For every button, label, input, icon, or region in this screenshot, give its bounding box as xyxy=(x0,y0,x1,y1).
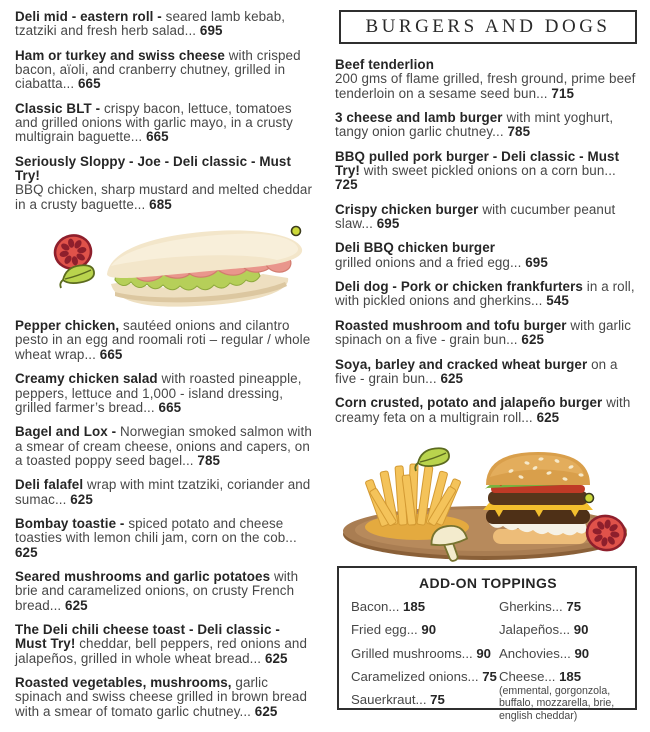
item-description: garlic spinach and swiss cheese grilled in brown bread with a smear of tomato garlic chutney... xyxy=(15,675,308,719)
topping-row xyxy=(499,600,625,614)
menu-item xyxy=(15,570,312,613)
menu-item xyxy=(15,676,312,719)
menu-item xyxy=(15,425,312,468)
item-price: 665 xyxy=(95,346,123,362)
topping-price: 185 xyxy=(555,668,582,684)
accent-dot-icon xyxy=(292,227,301,236)
topping-label: Jalapeños... xyxy=(498,622,571,638)
item-price: 695 xyxy=(372,216,400,232)
topping-row xyxy=(499,670,625,722)
sandwich-items-top xyxy=(15,10,312,212)
menu-item xyxy=(15,102,312,145)
section-title: BURGERS AND DOGS xyxy=(365,16,611,37)
item-description: in a roll, with pickled onions and gherkins... xyxy=(335,279,635,309)
topping-note: (emmental, gorgonzola, buffalo, mozzarella, brie, english cheddar) xyxy=(498,684,615,722)
toppings-columns xyxy=(351,600,625,732)
leaf-icon xyxy=(60,265,94,288)
item-price: 625 xyxy=(517,332,545,348)
burger-items xyxy=(335,58,637,425)
topping-label: Gherkins... xyxy=(498,598,563,614)
burger-photo xyxy=(335,435,637,562)
topping-label: Anchovies... xyxy=(498,645,571,661)
topping-row xyxy=(499,623,625,637)
item-name: 3 cheese and lamb burger xyxy=(335,110,503,126)
sandwich-items-bottom xyxy=(15,319,312,719)
item-price: 665 xyxy=(74,76,101,92)
item-description: spiced potato and cheese toasties with lemon chili jam, corn on the cob... xyxy=(15,515,297,546)
item-description: with roasted pineapple, peppers, lettuce and 1,000 - island dressing, grilled farmer’s bread... xyxy=(15,371,302,415)
item-description: sautéed onions and cilantro pesto in an egg and roomali roti – regular / whole wheat wrap... xyxy=(15,318,311,362)
topping-label: Grilled mushrooms... xyxy=(351,645,473,661)
item-name: Deli BBQ chicken burger xyxy=(335,240,496,256)
topping-price: 75 xyxy=(562,598,582,614)
accent-dot-icon xyxy=(585,493,594,502)
menu-item xyxy=(15,623,312,666)
menu-item xyxy=(335,358,637,387)
topping-price: 75 xyxy=(478,668,497,684)
item-description: with brie and caramelized onions, on crusty French bread... xyxy=(15,568,299,613)
toppings-column-right xyxy=(499,600,625,732)
menu-item xyxy=(15,49,312,92)
item-price: 625 xyxy=(61,597,88,613)
topping-price: 75 xyxy=(426,692,445,708)
menu-item xyxy=(15,372,312,415)
menu-item xyxy=(15,10,312,39)
menu-item xyxy=(335,111,637,140)
sub-sandwich-photo xyxy=(15,222,312,310)
topping-row xyxy=(499,647,625,661)
item-name: Corn crusted, potato and jalapeño burger xyxy=(335,395,603,411)
topping-price: 185 xyxy=(399,598,426,614)
sandwiches-column xyxy=(15,9,313,719)
item-name: BBQ pulled pork burger - Deli classic - Must Try! xyxy=(335,148,620,179)
item-name: Crispy chicken burger xyxy=(335,201,479,217)
topping-label: Cheese... xyxy=(498,668,556,684)
item-description: with garlic spinach on a five - grain bun... xyxy=(335,317,632,348)
topping-row xyxy=(351,670,499,684)
burger xyxy=(483,452,593,544)
item-description: crispy bacon, lettuce, tomatoes and grilled onions with garlic mayo, in a crusty multigrain baguette... xyxy=(15,100,293,145)
topping-label: Bacon... xyxy=(351,598,400,614)
topping-label: Caramelized onions... xyxy=(351,668,479,684)
item-price: 715 xyxy=(547,85,575,101)
menu-item xyxy=(335,319,637,348)
item-name: Soya, barley and cracked wheat burger xyxy=(335,356,588,372)
toppings-title: ADD-ON TOPPINGS xyxy=(419,574,557,591)
menu-item xyxy=(15,478,312,507)
menu-item xyxy=(335,58,637,101)
item-description: with sweet pickled onions on a corn bun... xyxy=(359,163,616,179)
topping-row xyxy=(351,693,499,707)
item-name: The Deli chili cheese toast - Deli classic - Must Try! xyxy=(15,621,280,652)
item-description: 200 gms of flame grilled, fresh ground, prime beef tenderloin on a sesame seed bun... xyxy=(335,71,636,101)
item-name: Pepper chicken, xyxy=(15,318,120,334)
item-name: Creamy chicken salad xyxy=(15,371,158,387)
item-price: 725 xyxy=(335,177,358,193)
burgers-column xyxy=(335,10,637,722)
item-price: 785 xyxy=(503,124,531,140)
item-name: Seared mushrooms and garlic potatoes xyxy=(15,568,271,584)
toppings-box xyxy=(337,566,637,722)
item-price: 625 xyxy=(66,491,93,507)
topping-price: 90 xyxy=(570,645,590,661)
item-description: with creamy feta on a multigrain roll... xyxy=(335,395,631,425)
section-header-box xyxy=(339,10,637,44)
item-name: Bombay toastie - xyxy=(15,515,125,531)
item-description: with crisped bacon, aïoli, and cranberry chutney, grilled in ciabatta... xyxy=(15,47,301,92)
menu-item xyxy=(335,280,637,309)
menu-item xyxy=(335,396,637,425)
item-price: 625 xyxy=(15,544,38,560)
topping-price: 90 xyxy=(417,622,437,638)
menu-item xyxy=(335,150,637,193)
topping-price: 90 xyxy=(472,645,491,661)
item-price: 625 xyxy=(532,409,560,425)
burger-and-fries-image xyxy=(335,435,637,562)
item-price: 545 xyxy=(542,293,569,309)
item-name: Roasted vegetables, mushrooms, xyxy=(15,675,232,690)
menu-item xyxy=(15,319,312,362)
item-description: seared lamb kebab, tzatziki and fresh herb salad... xyxy=(15,9,286,39)
item-price: 785 xyxy=(193,452,221,468)
sub-sandwich xyxy=(107,231,302,307)
item-description: wrap with mint tzatziki, coriander and sumac... xyxy=(15,477,311,507)
topping-label: Fried egg... xyxy=(351,622,418,638)
item-name: Seriously Sloppy - Joe - Deli classic - Must Try! xyxy=(15,153,292,184)
item-price: 685 xyxy=(145,196,172,212)
item-description: with mint yoghurt, tangy onion garlic chutney... xyxy=(335,110,614,140)
topping-row xyxy=(351,600,499,614)
sub-sandwich-image xyxy=(15,222,312,310)
item-price: 625 xyxy=(250,703,278,719)
item-name: Deli mid - eastern roll - xyxy=(15,9,162,24)
item-description: cheddar, bell peppers, red onions and jalapeños, grilled in whole wheat bread... xyxy=(15,636,308,666)
item-price: 665 xyxy=(142,129,169,145)
item-description: grilled onions and a fried egg... xyxy=(335,254,522,270)
menu-item xyxy=(335,241,637,270)
topping-row xyxy=(351,623,499,637)
item-price: 625 xyxy=(261,650,288,666)
topping-label: Sauerkraut... xyxy=(351,692,427,708)
item-description: BBQ chicken, sharp mustard and melted cheddar in a crusty baguette... xyxy=(15,182,313,212)
item-description: Norwegian smoked salmon with a smear of cream cheese, onions and capers, on a toasted poppy seed bagel... xyxy=(15,424,312,468)
menu-item xyxy=(15,155,312,212)
topping-price: 90 xyxy=(570,622,589,638)
toppings-column-left xyxy=(351,600,499,732)
item-price: 665 xyxy=(154,399,182,415)
item-name: Classic BLT - xyxy=(15,100,101,116)
menu-item xyxy=(335,203,637,232)
item-name: Ham or turkey and swiss cheese xyxy=(15,47,225,63)
item-price: 695 xyxy=(196,23,223,39)
item-name: Deli dog - Pork or chicken frankfurters xyxy=(335,279,583,295)
topping-row xyxy=(351,647,499,661)
item-name: Roasted mushroom and tofu burger xyxy=(335,317,567,333)
item-name: Beef tenderlion xyxy=(335,57,434,72)
item-price: 695 xyxy=(521,254,548,270)
item-description: with cucumber peanut slaw... xyxy=(335,201,616,232)
item-price: 625 xyxy=(436,370,464,386)
menu-item xyxy=(15,517,312,560)
item-name: Deli falafel xyxy=(15,477,84,493)
item-name: Bagel and Lox - xyxy=(15,424,117,440)
item-description: on a five - grain bun... xyxy=(335,356,618,386)
